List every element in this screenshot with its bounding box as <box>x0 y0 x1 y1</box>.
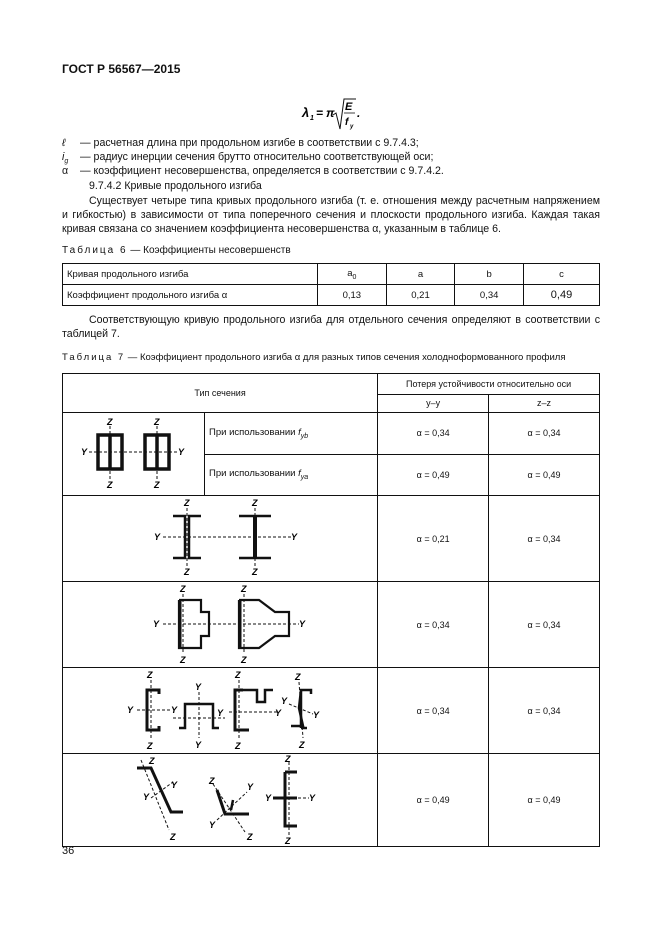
svg-text:Y: Y <box>171 705 178 715</box>
svg-text:Z: Z <box>235 670 241 680</box>
svg-text:Y: Y <box>209 820 216 830</box>
table6-caption <box>62 245 291 256</box>
svg-text:Z: Z <box>170 832 176 842</box>
table7-figure-box <box>63 413 205 496</box>
formula-pi: π <box>326 106 335 120</box>
svg-text:Z: Z <box>285 836 291 844</box>
table6-imperfection <box>62 263 600 306</box>
paragraph-text: Соответствующую кривую продольного изгиба для отдельного сечения определяют в соответствии с таблицей 7. <box>62 314 600 340</box>
svg-text:Y: Y <box>127 705 134 715</box>
svg-text:Z: Z <box>235 741 241 751</box>
table7-col-zz: z–z <box>489 394 600 412</box>
section-box-diagram <box>63 413 199 493</box>
table6-curve-a: a <box>386 264 455 285</box>
formula-lambda: λ <box>302 105 310 120</box>
table7-value-zz: α = 0,34 <box>489 496 600 582</box>
svg-text:Z: Z <box>147 670 153 680</box>
table7-figure-lipped-channel <box>63 582 378 668</box>
table7-value-yy: α = 0,34 <box>378 413 489 455</box>
table-row <box>63 754 600 847</box>
table6-caption-label: Таблица 6 <box>62 245 128 256</box>
table6-value: 0,49 <box>524 285 600 306</box>
formula-lambda-sub: 1 <box>310 115 314 122</box>
table7-value-zz: α = 0,49 <box>489 754 600 847</box>
section-open-diagram <box>63 668 361 751</box>
table6-curve-a0-sub: 0 <box>352 273 357 281</box>
page-number: 36 <box>62 845 75 857</box>
table-row <box>63 285 600 306</box>
svg-text:Z: Z <box>241 655 247 665</box>
table6-value: 0,13 <box>318 285 387 306</box>
formula-dot: . <box>357 106 361 120</box>
fyb-sub: yb <box>300 432 309 440</box>
svg-text:Z: Z <box>154 417 160 427</box>
formula-denominator-sub: y <box>350 124 354 130</box>
svg-text:Z: Z <box>299 740 305 750</box>
section-angle-diagram <box>63 754 361 844</box>
table7-fyb-label: При использовании $f_{yb}$ <box>205 413 378 455</box>
table7-value-zz: α = 0,34 <box>489 582 600 668</box>
definition-length <box>62 137 419 150</box>
table-row <box>63 413 600 455</box>
table-row <box>63 374 600 395</box>
table7-figure-i-section <box>63 496 378 582</box>
svg-text:Z: Z <box>209 776 215 786</box>
svg-text:Y: Y <box>81 447 88 457</box>
table7-caption-label: Таблица 7 <box>62 352 126 363</box>
svg-text:Z: Z <box>247 832 253 842</box>
svg-text:Y: Y <box>195 740 202 750</box>
table7-figure-angle-sections <box>63 754 378 847</box>
svg-text:Y: Y <box>265 793 272 803</box>
svg-text:Y: Y <box>178 447 185 457</box>
table6-row1-label: Кривая продольного изгиба <box>63 264 318 285</box>
table7-value-yy: α = 0,49 <box>378 454 489 496</box>
svg-text:Y: Y <box>275 708 282 718</box>
svg-text:Y: Y <box>143 792 150 802</box>
svg-text:Y: Y <box>247 782 254 792</box>
table6-curve-a0: $a_0$ <box>318 264 387 285</box>
table7-fya-label: При использовании $f_{ya}$ <box>205 454 378 496</box>
table7-col-loss: Потеря устойчивости относительно оси <box>378 374 600 395</box>
svg-text:Y: Y <box>153 619 160 629</box>
svg-text:Z: Z <box>184 567 190 577</box>
table-row <box>63 264 600 285</box>
svg-text:Z: Z <box>295 672 301 682</box>
table-row <box>63 582 600 668</box>
table6-value: 0,21 <box>386 285 455 306</box>
table6-curve-b: b <box>455 264 524 285</box>
table7-value-zz: α = 0,34 <box>489 668 600 754</box>
definition-dash: — <box>80 165 91 177</box>
definition-text: расчетная длина при продольном изгибе в соответствии с 9.7.4.3; <box>93 137 419 149</box>
table7-col-section: Тип сечения <box>63 374 378 413</box>
paragraph-curves <box>62 194 600 236</box>
definition-dash: — <box>80 137 91 149</box>
svg-text:Y: Y <box>195 682 202 692</box>
svg-text:Y: Y <box>281 696 288 706</box>
table6-curve-c: c <box>524 264 600 285</box>
document-header: ГОСТ Р 56567—2015 <box>62 62 181 76</box>
svg-text:Z: Z <box>184 498 190 508</box>
definition-symbol: ℓ <box>62 137 66 149</box>
svg-text:Z: Z <box>147 741 153 751</box>
definition-text: коэффициент несовершенства, определяется в соответствии с 9.7.4.2. <box>93 165 444 177</box>
section-lipped-channel-diagram <box>63 582 361 665</box>
table7-caption-text: — Коэффициент продольного изгиба α для разных типов сечения холодноформованного профиля <box>125 352 566 363</box>
table6-caption-text: — Коэффициенты несовершенств <box>127 245 291 256</box>
definition-dash: — <box>80 151 91 163</box>
table6-value: 0,34 <box>455 285 524 306</box>
table7-col-yy: y–y <box>378 394 489 412</box>
section-i-diagram <box>63 496 361 579</box>
table7-value-zz: α = 0,49 <box>489 454 600 496</box>
svg-text:Z: Z <box>285 754 291 764</box>
definition-text: радиус инерции сечения брутто относительно соответствующей оси; <box>93 151 434 163</box>
fya-sub: ya <box>300 474 309 482</box>
table-row <box>63 668 600 754</box>
table7-value-yy: α = 0,21 <box>378 496 489 582</box>
svg-text:Y: Y <box>309 793 316 803</box>
definition-symbol: $i_g$ <box>62 151 69 166</box>
svg-text:Z: Z <box>107 417 113 427</box>
formula-equals: = <box>316 106 324 120</box>
slenderness-formula <box>0 93 661 135</box>
table7-value-yy: α = 0,49 <box>378 754 489 847</box>
table7-buckling <box>62 373 600 847</box>
svg-text:Z: Z <box>241 584 247 594</box>
definition-symbol-sub: g <box>64 158 69 166</box>
svg-text:Z: Z <box>154 480 160 490</box>
svg-text:Y: Y <box>154 532 161 542</box>
subsection-title: 9.7.4.2 Кривые продольного изгиба <box>89 180 262 192</box>
svg-text:Y: Y <box>217 708 224 718</box>
definition-symbol: α <box>62 165 69 177</box>
table7-figure-open-sections <box>63 668 378 754</box>
table7-value-zz: α = 0,34 <box>489 413 600 455</box>
table7-value-yy: α = 0,34 <box>378 582 489 668</box>
formula-denominator: f <box>345 117 349 128</box>
svg-text:Z: Z <box>107 480 113 490</box>
svg-text:Y: Y <box>291 532 298 542</box>
table7-caption <box>62 352 565 363</box>
table6-row2-label: Коэффициент продольного изгиба α <box>63 285 318 306</box>
formula-numerator: E <box>345 101 353 113</box>
svg-text:Z: Z <box>180 584 186 594</box>
svg-text:Y: Y <box>313 710 320 720</box>
table-row <box>63 496 600 582</box>
svg-text:Y: Y <box>299 619 306 629</box>
svg-text:Z: Z <box>149 756 155 766</box>
svg-text:Z: Z <box>252 498 258 508</box>
svg-text:Z: Z <box>252 567 258 577</box>
svg-text:Y: Y <box>171 780 178 790</box>
paragraph-table7-ref <box>62 313 600 341</box>
definition-alpha <box>62 165 444 178</box>
paragraph-text: Существует четыре типа кривых продольного изгиба (т. е. отношения между расчетным напряжением и гибкостью) в зависимости от типа поперечного сечения и плоскости продольного изгиба. Каждая такая кривая связана со значением коэффициента несовершенства α, указанным в таблице 6. <box>62 195 600 235</box>
table7-value-yy: α = 0,34 <box>378 668 489 754</box>
svg-text:Z: Z <box>180 655 186 665</box>
